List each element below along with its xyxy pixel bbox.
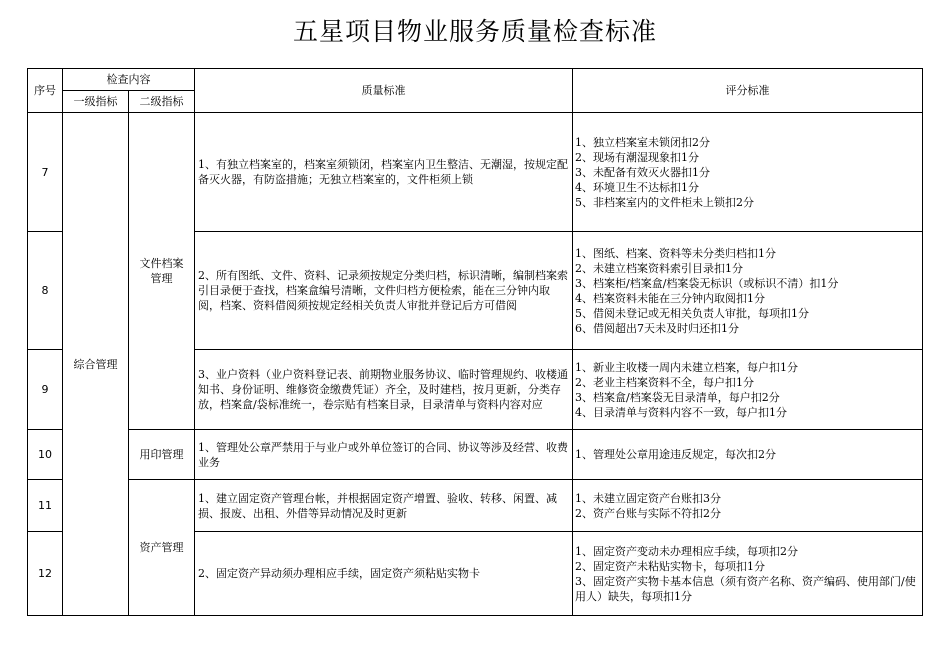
table-row xyxy=(28,480,923,532)
scoring-cell: 1、固定资产变动未办理相应手续，每项扣2分 2、固定资产未粘贴实物卡，每项扣1分 3、固定资产实物卡基本信息（须有资产名称、资产编码、使用部门/使用人）缺失，每项扣1分 xyxy=(573,532,923,616)
row-number: 9 xyxy=(28,350,63,430)
header-seq: 序号 xyxy=(28,69,63,113)
quality-standard-table xyxy=(27,68,923,616)
row-number: 12 xyxy=(28,532,63,616)
header-row-top xyxy=(28,69,923,91)
header-level1: 一级指标 xyxy=(63,91,129,113)
level2-archive: 文件档案 管理 xyxy=(129,113,195,430)
quality-cell: 1、建立固定资产管理台帐，并根据固定资产增置、验收、转移、闲置、减损、报废、出租、外借等异动情况及时更新 xyxy=(195,480,573,532)
header-quality-standard: 质量标准 xyxy=(195,69,573,113)
table-row xyxy=(28,113,923,232)
table-row xyxy=(28,430,923,480)
level2-seal: 用印管理 xyxy=(129,430,195,480)
quality-cell: 3、业户资料（业户资料登记表、前期物业服务协议、临时管理规约、收楼通知书、身份证明、维修资金缴费凭证）齐全，及时建档，按月更新，分类存放，档案盒/袋标准统一，卷宗贴有档案目录，目录清单与资料内容对应 xyxy=(195,350,573,430)
header-check-content: 检查内容 xyxy=(63,69,195,91)
level1-cell: 综合管理 xyxy=(63,113,129,616)
header-level2: 二级指标 xyxy=(129,91,195,113)
quality-cell: 1、管理处公章严禁用于与业户或外单位签订的合同、协议等涉及经营、收费业务 xyxy=(195,430,573,480)
row-number: 11 xyxy=(28,480,63,532)
row-number: 8 xyxy=(28,232,63,350)
page-title: 五星项目物业服务质量检查标准 xyxy=(292,17,657,46)
header-scoring-standard: 评分标准 xyxy=(573,69,923,113)
quality-cell: 1、有独立档案室的，档案室须锁闭，档案室内卫生整洁、无潮湿，按规定配备灭火器，有防盗措施；无独立档案室的，文件柜须上锁 xyxy=(195,113,573,232)
scoring-cell: 1、独立档案室未锁闭扣2分 2、现场有潮湿现象扣1分 3、未配备有效灭火器扣1分 4、环境卫生不达标扣1分 5、非档案室内的文件柜未上锁扣2分 xyxy=(573,113,923,232)
quality-cell: 2、固定资产异动须办理相应手续，固定资产须粘贴实物卡 xyxy=(195,532,573,616)
scoring-cell: 1、新业主收楼一周内未建立档案，每户扣1分 2、老业主档案资料不全，每户扣1分 3、档案盒/档案袋无目录清单，每户扣2分 4、目录清单与资料内容不一致，每户扣1分 xyxy=(573,350,923,430)
row-number: 7 xyxy=(28,113,63,232)
scoring-cell: 1、图纸、档案、资料等未分类归档扣1分 2、未建立档案资料索引目录扣1分 3、档案柜/档案盒/档案袋无标识（或标识不清）扣1分 4、档案资料未能在三分钟内取阅扣1分 5、借阅未登记或无相关负责人审批，每项扣1分 6、借阅超出7天未及时归还扣1分 xyxy=(573,232,923,350)
scoring-cell: 1、管理处公章用途违反规定，每次扣2分 xyxy=(573,430,923,480)
scoring-cell: 1、未建立固定资产台账扣3分 2、资产台账与实际不符扣2分 xyxy=(573,480,923,532)
quality-cell: 2、所有图纸、文件、资料、记录须按规定分类归档，标识清晰，编制档案索引目录便于查找，档案盒编号清晰，文件归档方便检索，能在三分钟内取阅，档案、资料借阅须按规定经相关负责人审批并登记后方可借阅 xyxy=(195,232,573,350)
level2-asset: 资产管理 xyxy=(129,480,195,616)
row-number: 10 xyxy=(28,430,63,480)
